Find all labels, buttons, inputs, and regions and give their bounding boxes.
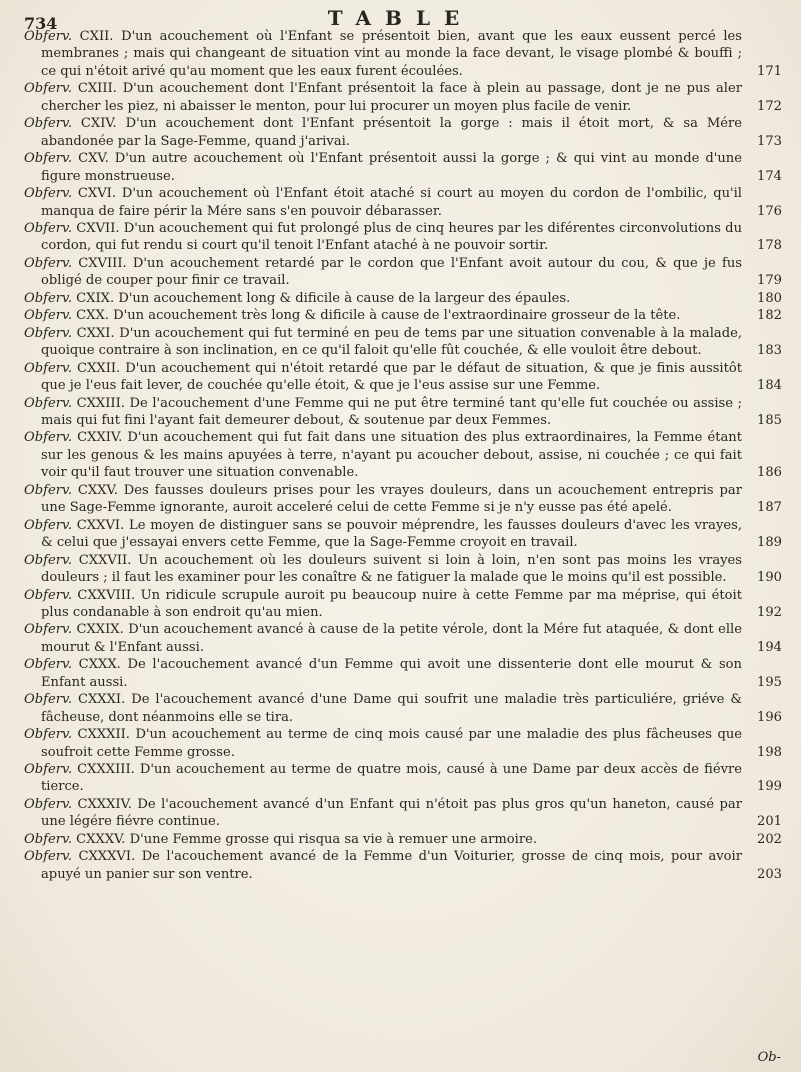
entry-description: CXXIX. D'un acouchement avancé à cause de la petite vérole, dont la Mére fut ataquée, & dont elle mourut & l'Enfant aussi. <box>41 622 742 655</box>
entry-description: CXXIII. De l'acouchement d'une Femme qui ne put être terminé tant qu'elle fut couchée ou assise ; mais qui fut fini l'ayant fait demeurer debout, & soutenue par deux Femmes. <box>41 395 742 428</box>
entry-text-block <box>24 656 782 691</box>
entry-description: CXXVII. Un acouchement où les douleurs suivent si loin à loin, n'en sont pas moins les vrayes douleurs ; il faut les examiner pour les conaître & ne fatiguer la malade que le moins qu'il est possible. <box>41 552 742 586</box>
entry-label: Obferv. <box>24 29 72 44</box>
entry-text-block <box>24 429 782 481</box>
entry-text-block <box>24 220 782 255</box>
entry-page-number: 176 <box>757 203 782 219</box>
observation-entry <box>24 255 782 290</box>
entry-text-block <box>24 761 782 796</box>
entry-text-block <box>24 482 782 517</box>
entry-text-block <box>24 80 782 115</box>
entry-description: CXXI. D'un acouchement qui fut terminé en peu de tems par une situation convenable à la malade, quoique contraire à son inclination, en ce qu'il faloit qu'elle fût couchée, & elle vouloit être debout. <box>41 325 742 359</box>
entry-page-number: 199 <box>757 779 782 795</box>
observation-entry <box>24 429 782 481</box>
entry-description: CXXXII. D'un acouchement au terme de cinq mois causé par une maladie des plus fâcheuses que soufroit cette Femme grosse. <box>41 727 743 760</box>
entry-page-number: 195 <box>757 674 782 690</box>
entry-text-block <box>24 726 782 761</box>
entry-label: Obferv. <box>24 220 72 236</box>
observation-entry <box>24 307 782 324</box>
entry-text-block <box>24 796 782 831</box>
entry-description: CXXXV. D'une Femme grosse qui risqua sa vie à remuer une armoire. <box>76 831 538 847</box>
entry-page-number: 178 <box>757 238 782 254</box>
entry-label: Obferv. <box>24 692 72 708</box>
entry-description: CXXV. Des fausses douleurs prises pour les vrayes douleurs, dans un acouchement entrepris par une Sage-Femme ignorante, auroit acceleré celui de cette Femme si je n'y eusse pas été apelé. <box>41 482 742 516</box>
entry-label: Obferv. <box>24 430 72 446</box>
entry-label: Obferv. <box>24 116 72 132</box>
entry-page-number: 189 <box>757 535 782 551</box>
observation-entry <box>24 691 782 726</box>
observation-entry <box>24 395 782 430</box>
entry-text-block <box>24 115 782 150</box>
observation-entry <box>24 517 782 552</box>
entry-label: Obferv. <box>24 762 72 778</box>
entry-label: Obferv. <box>24 622 72 638</box>
entry-text-block <box>24 28 782 80</box>
entry-description: CXVII. D'un acouchement qui fut prolongé plus de cinq heures par les diférentes circonvolutions du cordon, qui fut rendu si court qu'il tenoit l'Enfant ataché à ne pouvoir sortir. <box>41 220 742 254</box>
observation-entry <box>24 726 782 761</box>
observation-entry <box>24 796 782 831</box>
entry-page-number: 190 <box>757 570 782 586</box>
entry-text-block <box>24 395 782 430</box>
entry-text-block <box>24 831 782 848</box>
entry-page-number: 187 <box>757 500 782 516</box>
observation-entry <box>24 482 782 517</box>
entry-page-number: 172 <box>757 98 782 114</box>
entry-description: CXXXVI. De l'acouchement avancé de la Femme d'un Voiturier, grosse de cinq mois, pour avoir apuyé un panier sur son ventre. <box>41 849 742 882</box>
entry-page-number: 180 <box>757 290 782 306</box>
entry-description: CXIII. D'un acouchement dont l'Enfant présentoit la face à plein au passage, dont je ne pus aler chercher les piez, ni abaisser le menton, pour lui procurer un moyen plus facile de venir. <box>41 81 742 114</box>
entry-text-block <box>24 150 782 185</box>
observation-entry <box>24 831 782 848</box>
entry-description: CXXVIII. Un ridicule scrupule auroit pu beaucoup nuire à cette Femme par ma méprise, qui étoit plus condanable à son endroit qu'au mien. <box>41 587 742 620</box>
entry-page-number: 174 <box>757 168 782 184</box>
entry-description: CXX. D'un acouchement très long & dificile à cause de l'extraordinaire grosseur de la tête. <box>76 308 681 324</box>
observation-entry <box>24 656 782 691</box>
entry-description: CXXXIV. De l'acouchement avancé d'un Enfant qui n'étoit pas plus gros qu'un haneton, causé par une légére fiévre continue. <box>41 796 742 830</box>
entry-text-block <box>24 360 782 395</box>
entry-text-block <box>24 307 782 324</box>
entry-text-block <box>24 185 782 220</box>
entry-label: Obferv. <box>24 727 72 743</box>
entry-page-number: 192 <box>757 604 782 620</box>
entry-text-block <box>24 621 782 656</box>
observation-entry <box>24 80 782 115</box>
entry-page-number: 185 <box>757 412 782 428</box>
entry-page-number: 173 <box>757 133 782 149</box>
observation-entry <box>24 28 782 80</box>
observation-entry <box>24 552 782 587</box>
entry-description: CXXIV. D'un acouchement qui fut fait dans une situation des plus extraordinaires, la Femme étant sur les genous & les mains apuyées à terre, n'ayant pu acoucher debout, assise, ni couchée ; ce qui fait voir qu'il faut trouver une situation convenable. <box>41 430 742 481</box>
entry-page-number: 186 <box>757 465 782 481</box>
entry-page-number: 203 <box>757 866 782 882</box>
entry-description: CXV. D'un autre acouchement où l'Enfant présentoit aussi la gorge ; & qui vint au monde d'une figure monstrueuse. <box>41 151 742 184</box>
entry-label: Obferv. <box>24 81 72 97</box>
observation-entry <box>24 761 782 796</box>
observation-entry <box>24 185 782 220</box>
entry-label: Obferv. <box>24 657 72 673</box>
entry-label: Obferv. <box>24 186 72 202</box>
entry-description: CXVI. D'un acouchement où l'Enfant étoit ataché si court au moyen du cordon de l'ombilic, qu'il manqua de faire périr la Mére sans s'en pouvoir débarasser. <box>41 186 742 219</box>
entry-page-number: 202 <box>757 831 782 847</box>
entry-text-block <box>24 290 782 307</box>
entry-page-number: 198 <box>757 744 782 760</box>
entry-label: Obferv. <box>24 796 72 812</box>
entry-description: CXXII. D'un acouchement qui n'étoit retardé que par le défaut de situation, & que je finis aussitôt que je l'eus fait lever, de couchée qu'elle étoit, & que je l'eus assise sur une Femme. <box>41 360 742 394</box>
entry-page-number: 179 <box>757 273 782 289</box>
entry-label: Obferv. <box>24 395 72 411</box>
entry-label: Obferv. <box>24 831 72 847</box>
observation-entry <box>24 115 782 150</box>
entry-page-number: 171 <box>757 63 782 79</box>
observation-entry <box>24 587 782 622</box>
observation-entry <box>24 290 782 307</box>
entry-label: Obferv. <box>24 151 72 167</box>
entry-text-block <box>24 587 782 622</box>
observation-entry <box>24 325 782 360</box>
observation-entry <box>24 621 782 656</box>
entry-page-number: 183 <box>757 343 782 359</box>
entry-label: Obferv. <box>24 290 72 306</box>
table-of-observations <box>24 28 782 883</box>
entry-page-number: 201 <box>757 814 782 830</box>
entry-text-block <box>24 517 782 552</box>
observation-entry <box>24 848 782 883</box>
entry-label: Obferv. <box>24 308 72 324</box>
entry-page-number: 184 <box>757 378 782 394</box>
entry-description: CXII. D'un acouchement où l'Enfant se présentoit bien, avant que les eaux eussent percé les membranes ; mais qui changeant de situation vint au monde la face devant, le visage plombé & bouffi ; ce qui n'étoit arivé qu'au moment que les eaux furent écoulées. <box>41 29 743 79</box>
observation-entry <box>24 150 782 185</box>
entry-text-block <box>24 848 782 883</box>
entry-label: Obferv. <box>24 255 72 271</box>
entry-label: Obferv. <box>24 325 72 341</box>
entry-description: CXXXIII. D'un acouchement au terme de quatre mois, causé à une Dame par deux accès de fiévre tierce. <box>41 762 742 795</box>
entry-description: CXXVI. Le moyen de distinguer sans se pouvoir méprendre, les fausses douleurs d'avec les vrayes, & celui que j'essayai envers cette Femme, que la Sage-Femme croyoit en travail. <box>41 517 742 551</box>
entry-label: Obferv. <box>24 587 72 603</box>
entry-text-block <box>24 691 782 726</box>
entry-description: CXIX. D'un acouchement long & dificile à cause de la largeur des épaules. <box>76 290 571 306</box>
entry-page-number: 182 <box>757 308 782 324</box>
entry-label: Obferv. <box>24 552 72 568</box>
entry-label: Obferv. <box>24 360 72 376</box>
entry-text-block <box>24 255 782 290</box>
observation-entry <box>24 360 782 395</box>
running-title: TABLE <box>327 6 474 30</box>
entry-label: Obferv. <box>24 517 72 533</box>
entry-description: CXXXI. De l'acouchement avancé d'une Dame qui soufrit une maladie très particuliére, griéve & fâcheuse, dont néanmoins elle se tira. <box>41 692 742 725</box>
entry-page-number: 196 <box>757 709 782 725</box>
entry-text-block <box>24 325 782 360</box>
catchword: Ob- <box>757 1050 781 1065</box>
entry-page-number: 194 <box>757 639 782 655</box>
observation-entry <box>24 220 782 255</box>
entry-label: Obferv. <box>24 482 72 498</box>
entry-label: Obferv. <box>24 849 72 865</box>
entry-text-block <box>24 552 782 587</box>
entry-description: CXXX. De l'acouchement avancé d'un Femme qui avoit une dissenterie dont elle mourut & son Enfant aussi. <box>41 657 742 690</box>
page-number: 734 <box>24 14 58 33</box>
entry-description: CXIV. D'un acouchement dont l'Enfant présentoit la gorge : mais il étoit mort, & sa Mére abandonée par la Sage-Femme, quand j'arivai. <box>41 116 742 149</box>
entry-description: CXVIII. D'un acouchement retardé par le cordon que l'Enfant avoit autour du cou, & que je fus obligé de couper pour finir ce travail. <box>41 255 742 289</box>
